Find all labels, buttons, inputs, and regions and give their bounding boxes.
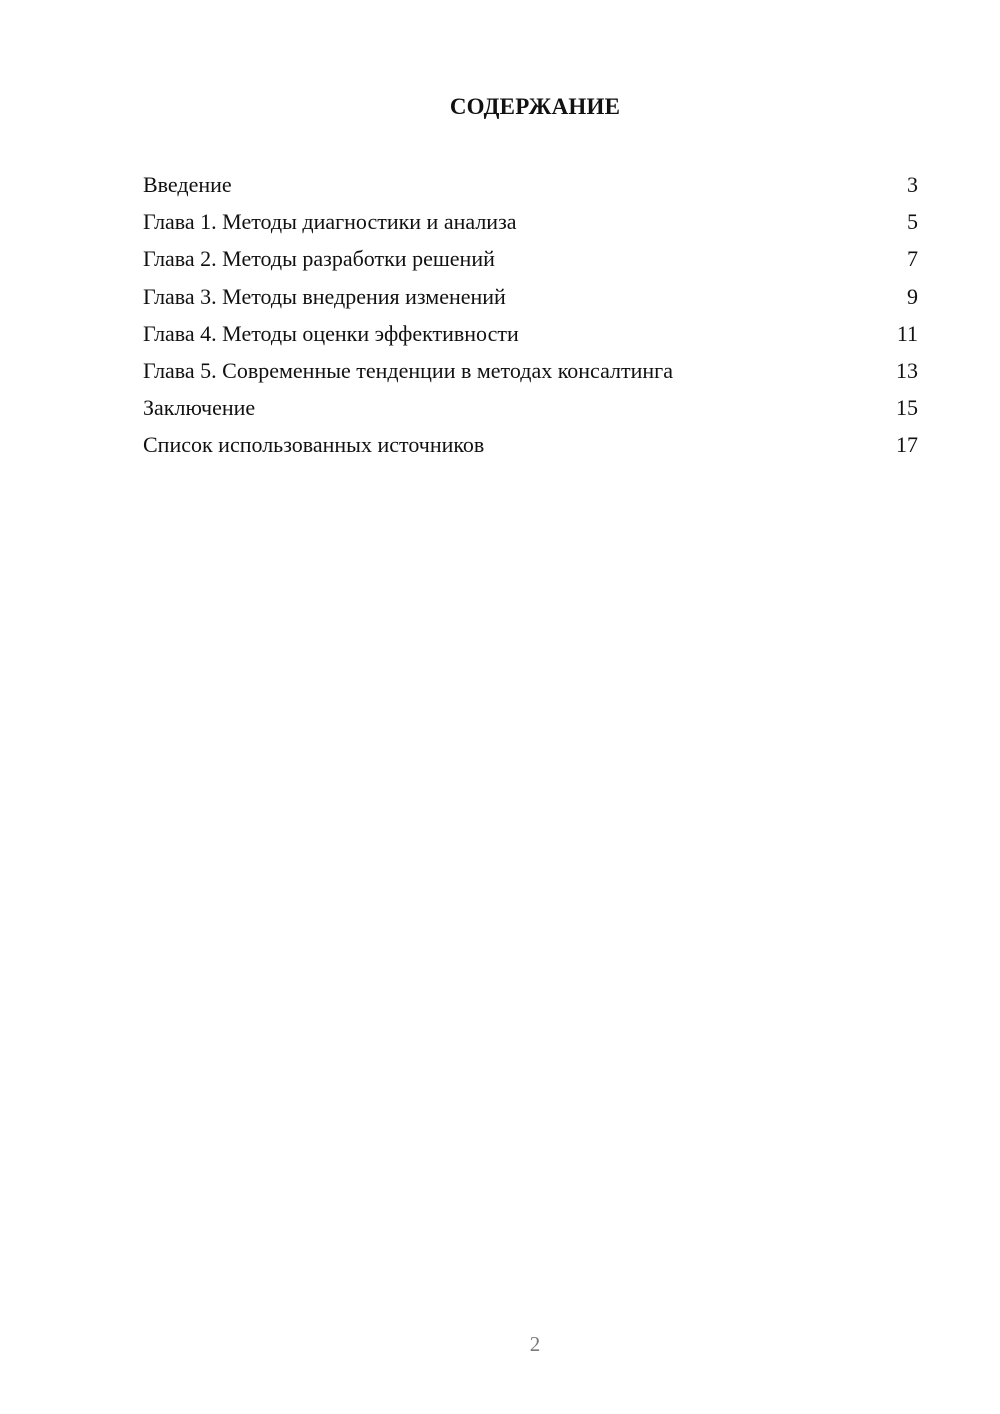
- toc-entry-page-number: 11: [896, 320, 918, 346]
- page-number: 2: [529, 1332, 541, 1356]
- toc-entry-page-number: 7: [907, 246, 918, 272]
- toc-entry-references[interactable]: [143, 428, 918, 465]
- toc-entry-label: Глава 5. Современные тенденции в методах консалтинга: [143, 357, 673, 383]
- toc-entry-label: Глава 3. Методы внедрения изменений: [143, 283, 506, 309]
- toc-entry-page-number: 9: [907, 283, 918, 309]
- toc-entry-conclusion[interactable]: [143, 391, 918, 428]
- toc-entry-chapter-1[interactable]: [143, 205, 918, 242]
- toc-entry-chapter-5[interactable]: [143, 354, 918, 391]
- table-of-contents: [143, 168, 918, 466]
- toc-entry-page-number: 17: [896, 432, 918, 458]
- toc-entry-chapter-4[interactable]: [143, 317, 918, 354]
- toc-entry-label: Глава 4. Методы оценки эффективности: [143, 320, 519, 346]
- toc-entry-label: Список использованных источников: [143, 432, 485, 458]
- toc-entry-chapter-3[interactable]: [143, 280, 918, 317]
- toc-entry-label: Введение: [143, 172, 232, 197]
- toc-entry-page-number: 15: [896, 395, 918, 421]
- toc-entry-chapter-2[interactable]: [143, 242, 918, 279]
- toc-entry-label: Заключение: [143, 395, 256, 421]
- toc-entry-page-number: 3: [907, 172, 918, 197]
- toc-entry-introduction[interactable]: [143, 168, 918, 205]
- toc-entry-label: Глава 1. Методы диагностики и анализа: [143, 209, 517, 235]
- toc-entry-page-number: 13: [896, 357, 918, 383]
- page-title: СОДЕРЖАНИЕ: [449, 94, 621, 119]
- toc-entry-label: Глава 2. Методы разработки решений: [143, 246, 495, 272]
- toc-entry-page-number: 5: [907, 209, 918, 235]
